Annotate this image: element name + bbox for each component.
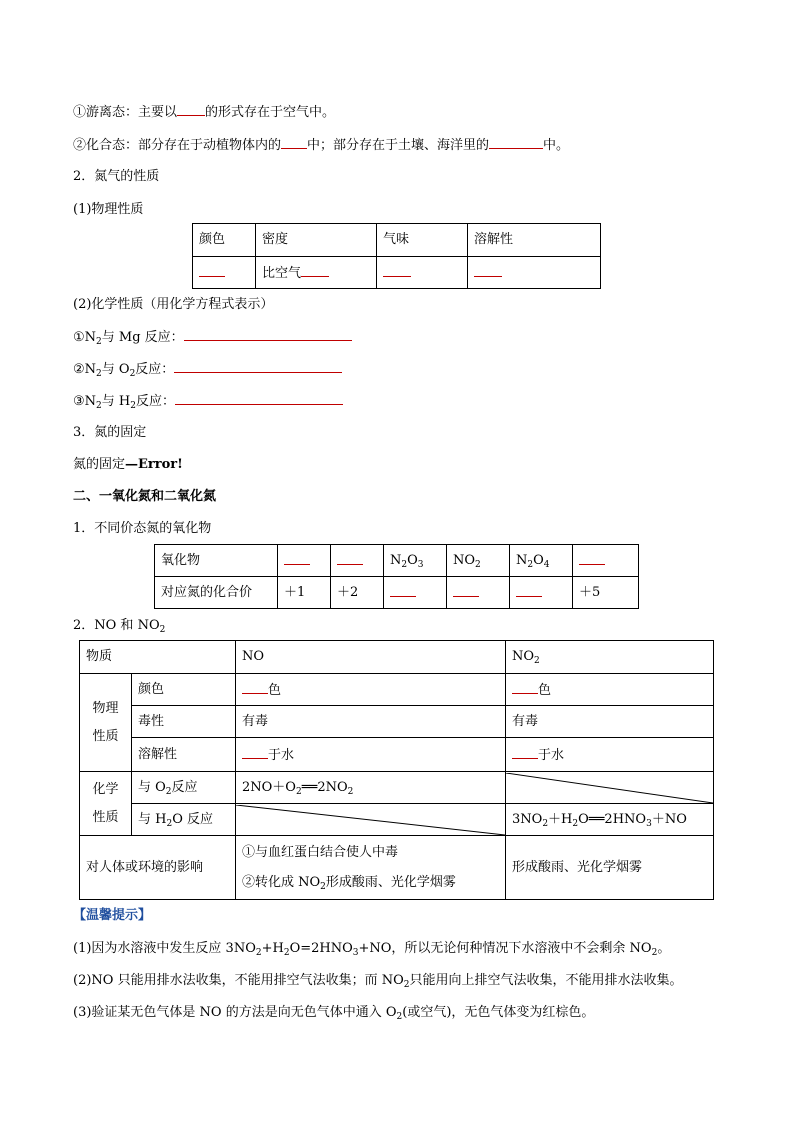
valence-2: ＋2 <box>331 577 384 609</box>
impact-label: 对人体或环境的影响 <box>80 836 236 900</box>
no-h2o-empty <box>236 804 506 836</box>
answer-blank[interactable] <box>301 264 329 277</box>
toxicity-label: 毒性 <box>132 706 236 738</box>
density-prefix: 比空气 <box>262 265 302 281</box>
physical-properties-table <box>192 223 601 289</box>
diagonal-line <box>236 805 505 835</box>
chemical-label: 化学 性质 <box>80 772 132 836</box>
answer-blank[interactable] <box>474 264 502 277</box>
oxide-no2: $NO_2$ <box>447 545 510 577</box>
answer-blank[interactable] <box>512 681 538 694</box>
answer-blank[interactable] <box>242 746 268 759</box>
valence-label: 对应氮的化合价 <box>155 577 278 609</box>
physical-label: 物理 性质 <box>80 674 132 772</box>
valence-5: ＋5 <box>573 577 639 609</box>
tips-title: 【温馨提示】 <box>73 908 152 923</box>
no-header: NO <box>236 641 506 674</box>
answer-blank[interactable] <box>489 136 543 149</box>
reaction-n2-o2: $②N_2$与 $O_2$反应： <box>73 360 342 379</box>
answer-blank[interactable] <box>242 681 268 694</box>
answer-blank[interactable] <box>184 328 352 341</box>
reaction-n2-mg: $①N_2$与 Mg 反应： <box>73 328 352 347</box>
heading-no-no2: 2．NO 和 $NO_2$ <box>73 618 166 635</box>
answer-blank[interactable] <box>199 264 225 277</box>
heading-fixation: 3．氮的固定 <box>73 425 147 440</box>
heading-physical: (1)物理性质 <box>73 202 144 217</box>
header-density: 密度 <box>256 224 377 257</box>
oxide-n2o3: $N_2O_3$ <box>384 545 447 577</box>
tip-3: (3)验证某无色气体是 NO 的方法是向无色气体中通入 $O_2$(或空气)，无色气体变为红棕色。 <box>73 1005 595 1022</box>
header-color: 颜色 <box>193 224 256 257</box>
answer-blank[interactable] <box>175 392 343 405</box>
oxide-label: 氧化物 <box>155 545 278 577</box>
tip-2: (2)NO 只能用排水法收集，不能用排空气法收集；而 $NO_2$只能用向上排空气法收集，不能用排水法收集。 <box>73 973 683 990</box>
header-solubility: 溶解性 <box>468 224 601 257</box>
no-impact: ①与血红蛋白结合使人中毒 ②转化成 $NO_2$形成酸雨、光化学烟雾 <box>236 836 506 900</box>
answer-blank[interactable] <box>453 584 479 597</box>
solubility-label: 溶解性 <box>132 738 236 772</box>
oxide-n2o4: $N_2O_4$ <box>510 545 573 577</box>
h2o-reaction-label: 与 $H_2O$ 反应 <box>132 804 236 836</box>
no-toxicity: 有毒 <box>236 706 506 738</box>
no2-header: $NO_2$ <box>506 641 714 674</box>
substance-header: 物质 <box>80 641 236 674</box>
diagonal-line <box>506 773 713 803</box>
answer-blank[interactable] <box>337 552 363 565</box>
answer-blank[interactable] <box>579 552 605 565</box>
answer-blank[interactable] <box>281 136 307 149</box>
heading-oxides: 1．不同价态氮的氧化物 <box>73 521 212 536</box>
no2-impact: 形成酸雨、光化学烟雾 <box>506 836 714 900</box>
nitrogen-oxides-table <box>154 544 639 609</box>
heading-nitrogen-properties: 2．氮气的性质 <box>73 169 160 184</box>
header-odor: 气味 <box>377 224 468 257</box>
combined-state-line: ②化合态：部分存在于动植物体内的 中；部分存在于土壤、海洋里的 中。 <box>73 138 570 153</box>
free-state-line: ①游离态：主要以 的形式存在于空气中。 <box>73 105 336 120</box>
no-no2-table: 物质 NO $NO_2$ 物理 性质 颜色 色 色 毒性 有毒 有毒 溶解性 于水 于水 化学 性质 与 $O_2$反应 $2NO+O_2══2NO_2$ 与 $H_2O$ 反应 $3NO_2+H_2O══2HNO_3+NO$ 对人体或环境的影响 ①与血红蛋白结合使人中毒 ②转化成 $NO_2$形成酸雨、光化学烟雾 形成酸雨、光化学烟雾 <box>79 640 714 900</box>
answer-blank[interactable] <box>516 584 542 597</box>
answer-blank[interactable] <box>383 264 411 277</box>
heading-chemical: (2)化学性质（用化学方程式表示） <box>73 297 274 312</box>
valence-1: ＋1 <box>278 577 331 609</box>
no2-h2o-equation: $3NO_2+H_2O══2HNO_3+NO$ <box>506 804 714 836</box>
fixation-line: 氮的固定—Error! <box>73 457 183 472</box>
answer-blank[interactable] <box>174 360 342 373</box>
answer-blank[interactable] <box>284 552 310 565</box>
reaction-n2-h2: $③N_2$与 $H_2$反应： <box>73 392 343 411</box>
o2-reaction-label: 与 $O_2$反应 <box>132 772 236 804</box>
answer-blank[interactable] <box>512 746 538 759</box>
answer-blank[interactable] <box>390 584 416 597</box>
no-o2-equation: $2NO+O_2══2NO_2$ <box>236 772 506 804</box>
section-title-no-no2: 二、一氧化氮和二氧化氮 <box>73 489 217 504</box>
color-label: 颜色 <box>132 674 236 706</box>
no2-toxicity: 有毒 <box>506 706 714 738</box>
tip-1: (1)因为水溶液中发生反应 $3NO_2+H_2O=2HNO_3+NO$，所以无论何种情况下水溶液中不会剩余 $NO_2$。 <box>73 941 671 958</box>
no2-o2-empty <box>506 772 714 804</box>
answer-blank[interactable] <box>177 103 205 116</box>
